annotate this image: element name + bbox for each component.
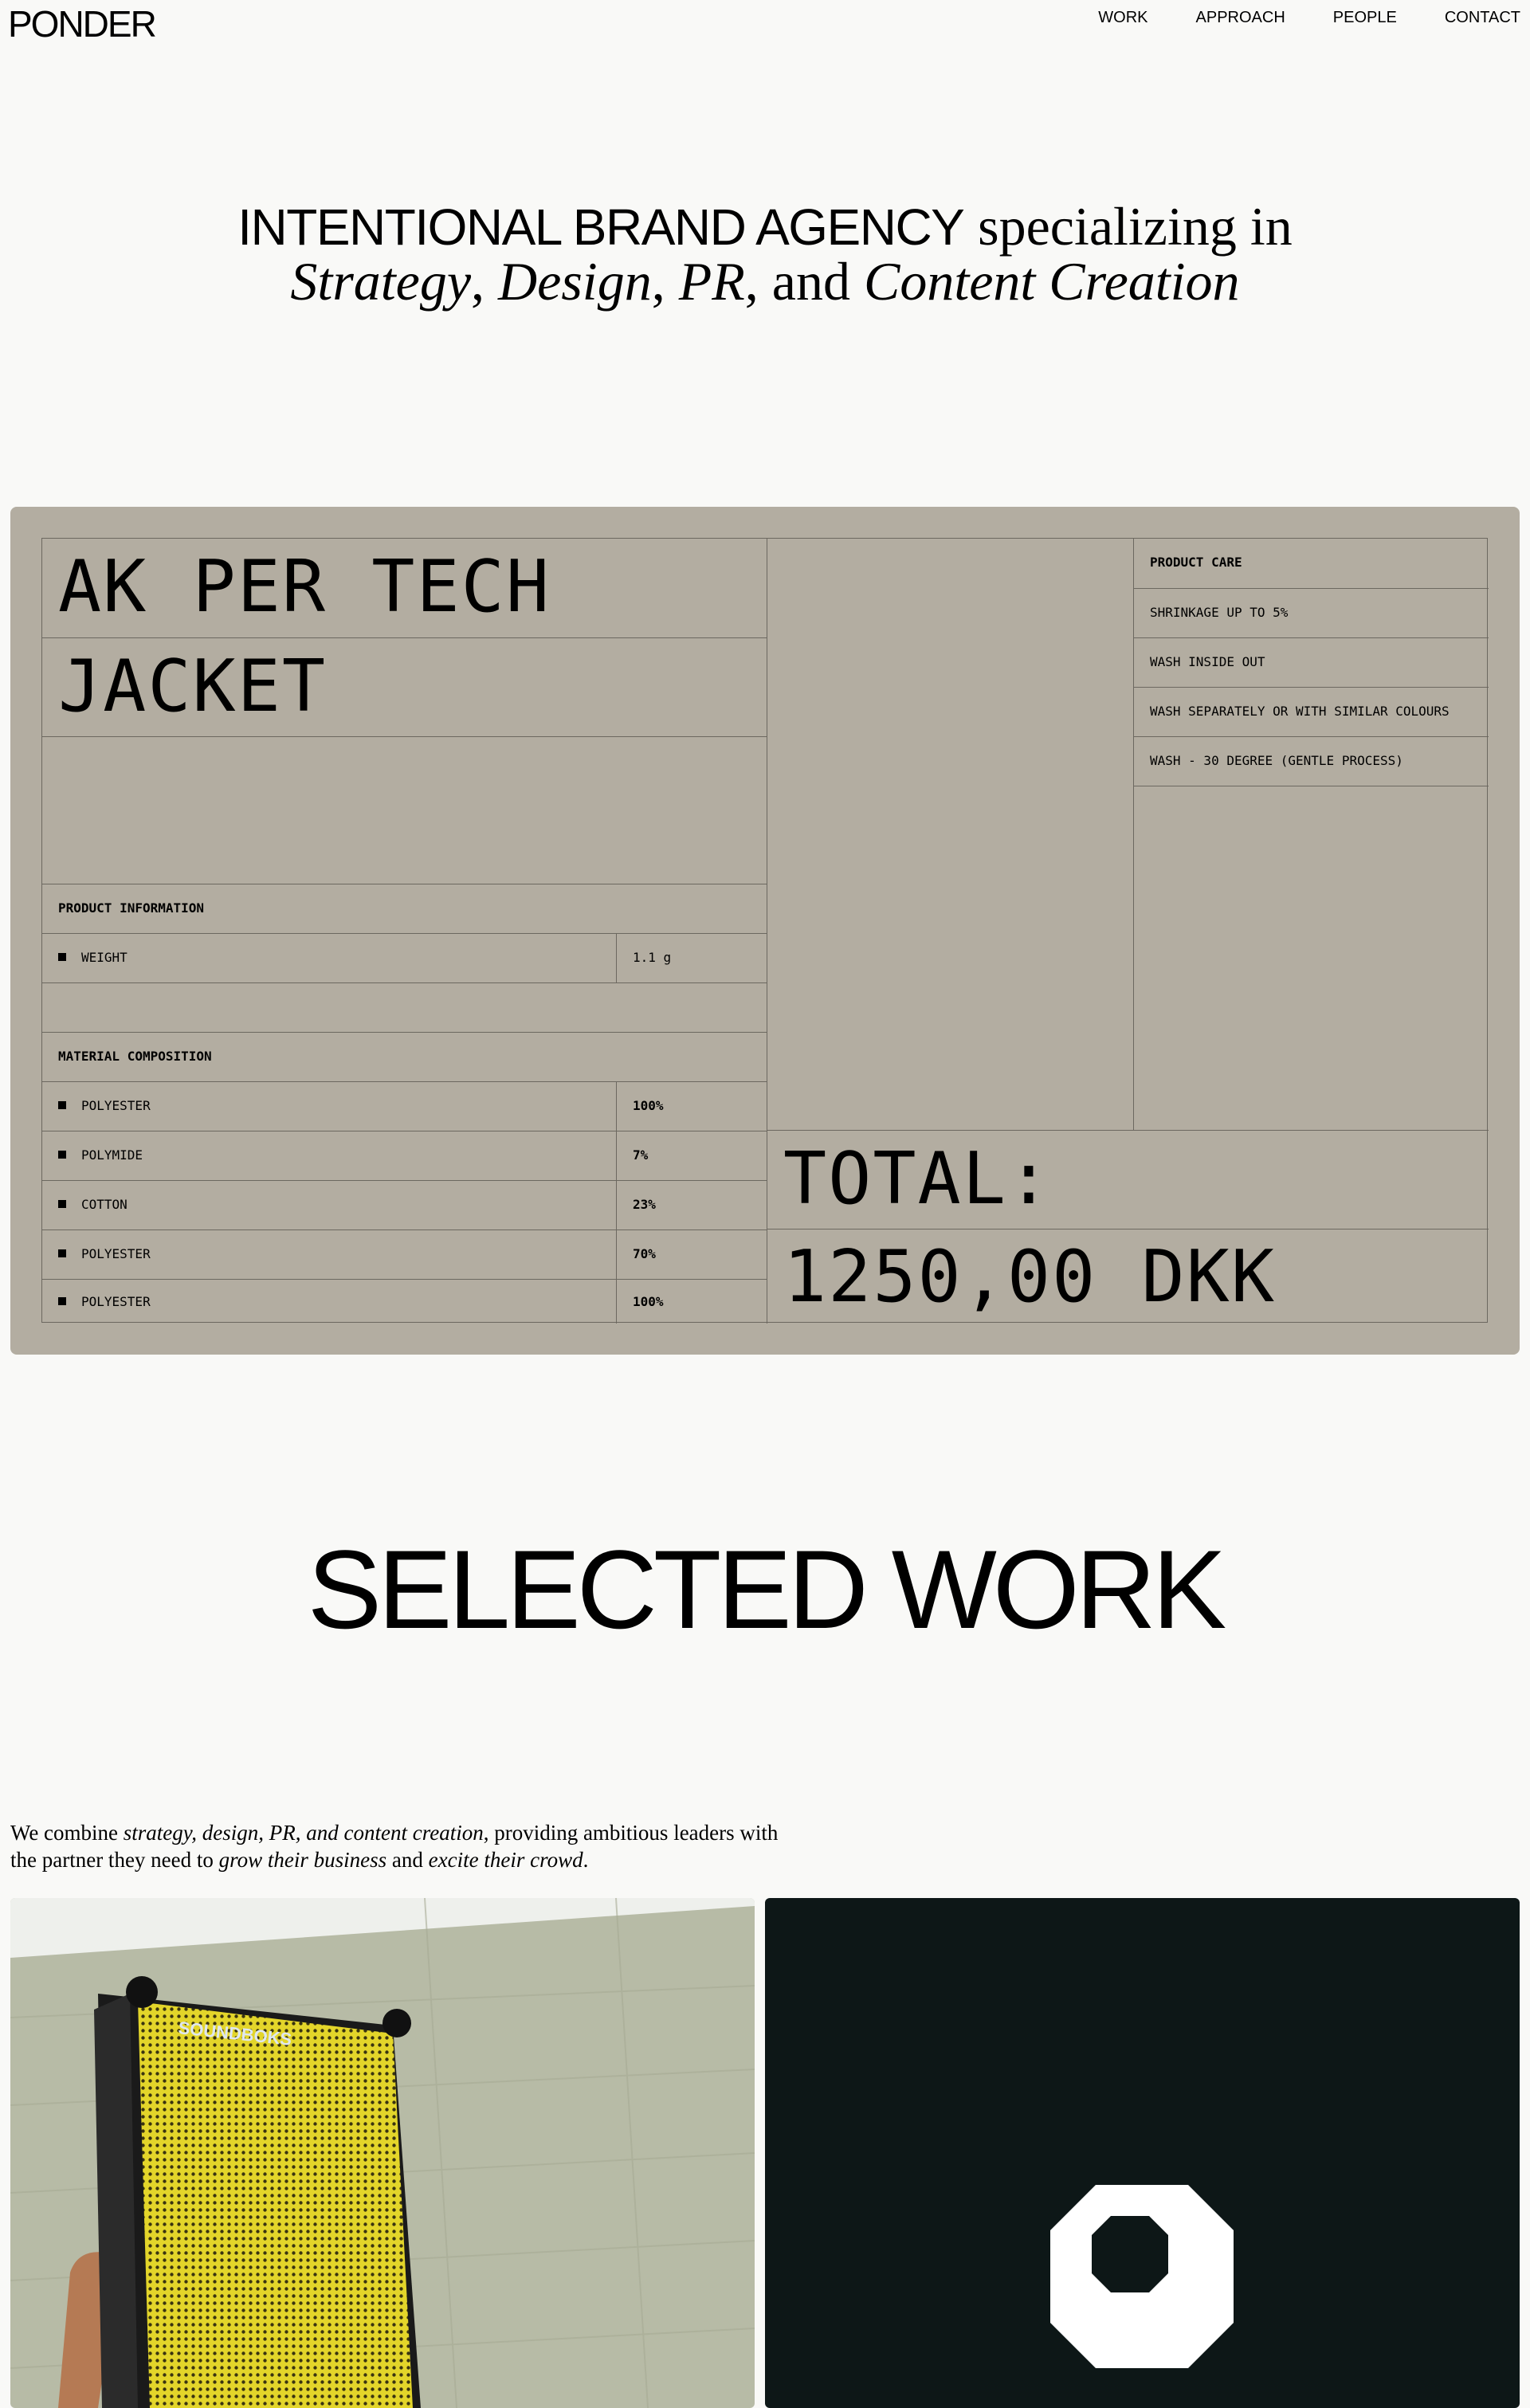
hero-and: , and	[744, 251, 850, 312]
material-row-value: 100%	[616, 1081, 767, 1131]
work-tile-soundboks[interactable]	[10, 1898, 755, 2408]
nav-work[interactable]: WORK	[1098, 9, 1148, 26]
weight-label: WEIGHT	[42, 933, 616, 982]
material-row-label: COTTON	[42, 1180, 616, 1229]
weight-value: 1.1 g	[616, 933, 767, 982]
hero-pr: PR	[678, 251, 745, 312]
bullet-icon	[58, 1249, 66, 1257]
care-empty-block	[1133, 786, 1489, 1130]
product-information-heading: PRODUCT INFORMATION	[42, 884, 767, 933]
speaker-photo	[10, 1898, 755, 2408]
selected-work-heading: SELECTED WORK	[307, 1527, 1223, 1652]
nav-people[interactable]: PEOPLE	[1332, 9, 1397, 26]
material-composition-heading: MATERIAL COMPOSITION	[42, 1032, 767, 1081]
nav-approach[interactable]: APPROACH	[1195, 9, 1285, 26]
total-label: TOTAL:	[767, 1130, 1489, 1229]
nav-contact[interactable]: CONTACT	[1444, 9, 1520, 26]
speaker-brand-text: SOUNDBOKS	[177, 2018, 293, 2049]
product-care-heading: PRODUCT CARE	[1133, 539, 1489, 588]
material-row-value: 70%	[616, 1229, 767, 1279]
total-value: 1250,00 DKK	[767, 1229, 1489, 1324]
material-row-value: 23%	[616, 1180, 767, 1229]
hero-comma: ,	[651, 251, 665, 312]
material-row-value: 100%	[616, 1279, 767, 1324]
material-row-value: 7%	[616, 1131, 767, 1180]
hero-specializing: specializing in	[978, 196, 1293, 257]
label-spacer-row	[42, 982, 767, 1032]
care-item: WASH - 30 DEGREE (GENTLE PROCESS)	[1133, 736, 1489, 786]
care-item: WASH SEPARATELY OR WITH SIMILAR COLOURS	[1133, 687, 1489, 736]
label-middle-block	[767, 539, 1133, 1130]
label-title-line1: AK PER TECH	[58, 545, 551, 629]
material-row-label: POLYESTER	[42, 1081, 616, 1131]
work-tile-brand[interactable]	[765, 1898, 1520, 2408]
product-label-panel	[10, 507, 1520, 1355]
main-nav	[1050, 6, 1520, 29]
material-row-label: POLYESTER	[42, 1229, 616, 1279]
bullet-icon	[58, 1200, 66, 1208]
material-row-label: POLYESTER	[42, 1279, 616, 1324]
selected-work-intro: We combine strategy, design, PR, and content creation, providing ambitious leaders with the partner they need to grow their business and excite their crowd.	[10, 1821, 779, 1872]
bullet-icon	[58, 1151, 66, 1159]
care-item: SHRINKAGE UP TO 5%	[1133, 588, 1489, 637]
bullet-icon	[58, 1101, 66, 1109]
logo[interactable]: PONDER	[8, 3, 155, 45]
product-label-grid	[41, 538, 1488, 1323]
hero-content: Content Creation	[863, 251, 1240, 312]
bullet-icon	[58, 1297, 66, 1305]
label-empty-block	[42, 736, 767, 884]
material-row-label: POLYMIDE	[42, 1131, 616, 1180]
label-title-line2: JACKET	[42, 637, 767, 736]
hero-agency: INTENTIONAL BRAND AGENCY	[237, 198, 964, 256]
octagon-logo-icon	[765, 1898, 1520, 2408]
hero-design: Design	[498, 251, 652, 312]
hero-statement	[0, 196, 1530, 312]
bullet-icon	[58, 953, 66, 961]
hero-strategy: Strategy	[290, 251, 472, 312]
hero-comma: ,	[471, 251, 485, 312]
care-item: WASH INSIDE OUT	[1133, 637, 1489, 687]
